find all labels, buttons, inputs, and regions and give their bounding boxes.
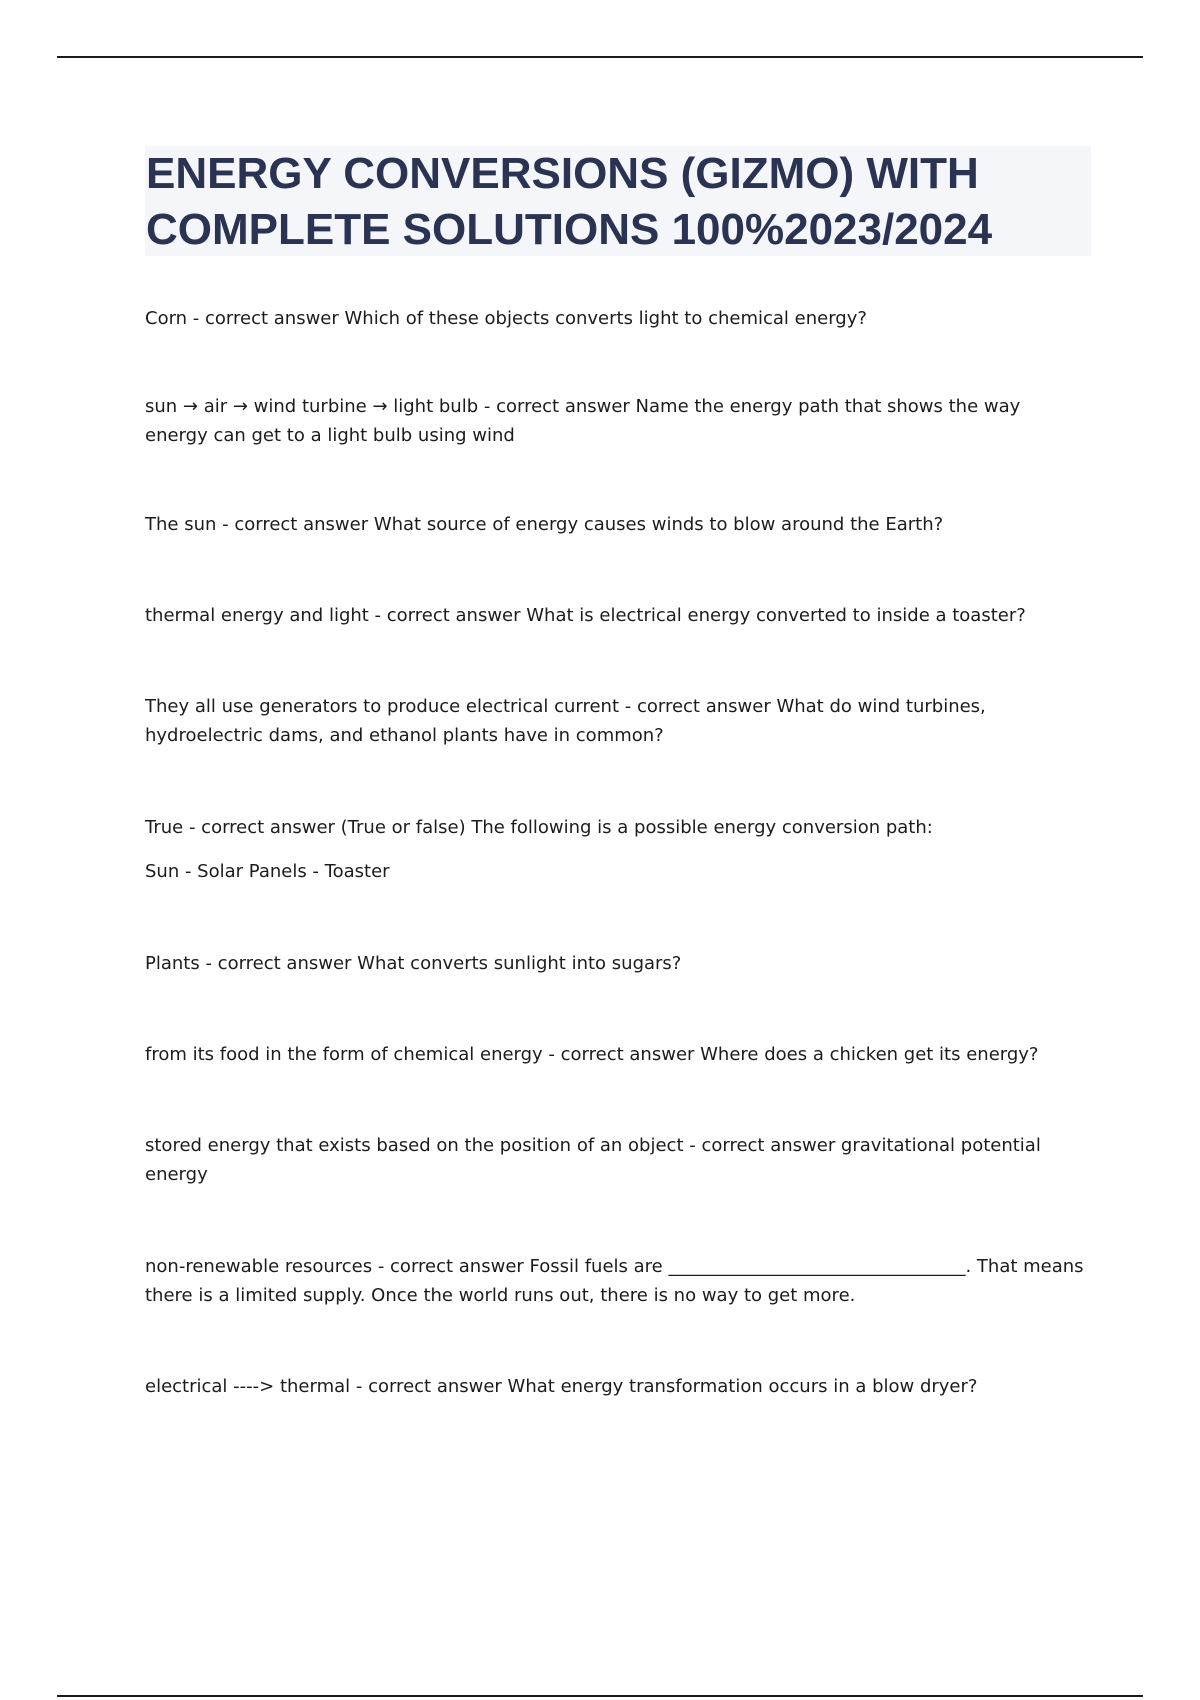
qa-item: sun → air → wind turbine → light bulb - correct answer Name the energy path that shows the way energy can get to a light bulb using wind: [145, 396, 1021, 446]
qa-item: stored energy that exists based on the position of an object - correct answer gravitational potential energy: [145, 1135, 1041, 1185]
title-line-2: COMPLETE SOLUTIONS 100%2023/2024: [146, 205, 993, 254]
qa-item: The sun - correct answer What source of energy causes winds to blow around the Earth?: [145, 514, 944, 535]
qa-item-extra: Sun - Solar Panels - Toaster: [145, 861, 390, 882]
qa-item: electrical ----> thermal - correct answer What energy transformation occurs in a blow dryer?: [145, 1376, 978, 1397]
qa-item: from its food in the form of chemical energy - correct answer Where does a chicken get its energy?: [145, 1044, 1039, 1065]
qa-item: True - correct answer (True or false) The following is a possible energy conversion path: Sun - Solar Panels - Toaster: [145, 813, 1085, 886]
qa-item: They all use generators to produce electrical current - correct answer What do wind turbines, hydroelectric dams, and ethanol plants have in common?: [145, 696, 986, 746]
qa-item: Plants - correct answer What converts sunlight into sugars?: [145, 953, 682, 974]
document-title: [146, 146, 1096, 258]
qa-item: thermal energy and light - correct answer What is electrical energy converted to inside a toaster?: [145, 605, 1026, 626]
title-line-1: ENERGY CONVERSIONS (GIZMO) WITH: [146, 149, 979, 198]
bottom-rule: [57, 1695, 1143, 1697]
qa-item: non-renewable resources - correct answer Fossil fuels are _________________________________. That means there is a limited supply. Once the world runs out, there is no way to get more.: [145, 1256, 1084, 1306]
top-rule: [57, 56, 1143, 58]
qa-item: Corn - correct answer Which of these objects converts light to chemical energy?: [145, 308, 867, 329]
